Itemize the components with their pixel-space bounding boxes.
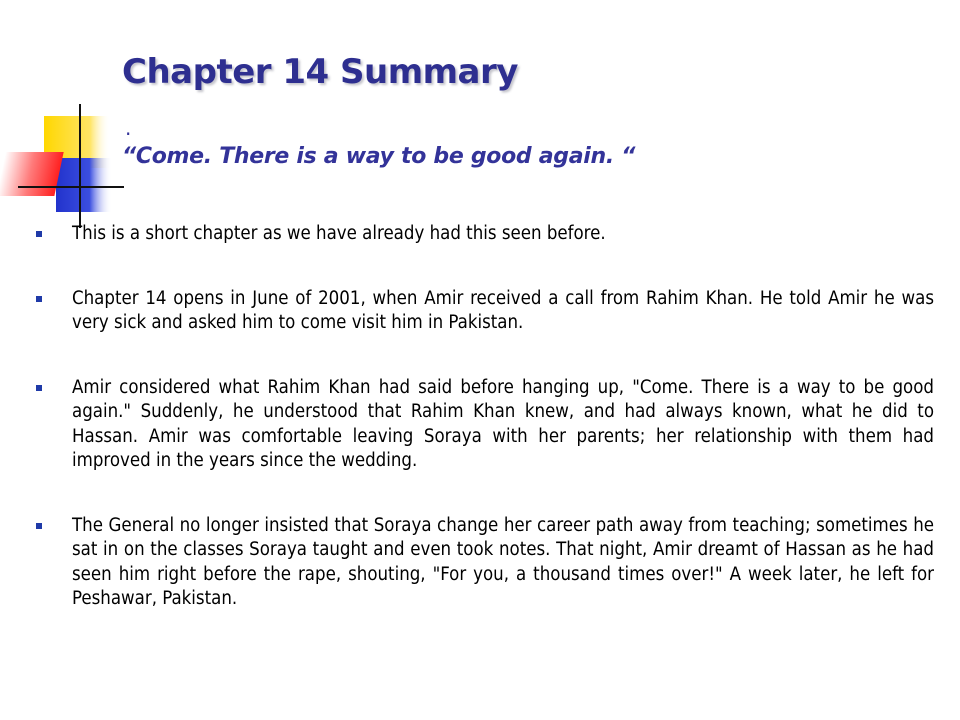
bullet-text: Amir considered what Rahim Khan had said before hanging up, "Come. There is a way to be good again." Suddenly, he understood that Rahim Khan knew, and had always known, what he did to Hassan. Amir was comfortable leaving Soraya with her parents; her relationship with them had improved in the years since the wedding. bbox=[72, 376, 934, 471]
bullet-list bbox=[36, 222, 934, 652]
bullet-square-icon bbox=[36, 523, 42, 529]
bullet-item bbox=[36, 222, 934, 247]
bullet-item bbox=[36, 287, 934, 336]
bullet-text: This is a short chapter as we have already had this seen before. bbox=[72, 223, 606, 244]
title-separator: . bbox=[125, 116, 132, 140]
decorative-squares bbox=[0, 0, 130, 230]
blue-square bbox=[56, 158, 112, 212]
bullet-item bbox=[36, 376, 934, 474]
bullet-text: Chapter 14 opens in June of 2001, when Amir received a call from Rahim Khan. He told Amir he was very sick and asked him to come visit him in Pakistan. bbox=[72, 287, 934, 333]
bullet-square-icon bbox=[36, 296, 42, 302]
slide-title: Chapter 14 Summary bbox=[122, 52, 518, 92]
bullet-item bbox=[36, 514, 934, 612]
red-square bbox=[0, 152, 64, 196]
bullet-text: The General no longer insisted that Soraya change her career path away from teaching; sometimes he sat in on the classes Soraya taught and even took notes. That night, Amir dreamt of Hassan as he had seen him right before the rape, shouting, "For you, a thousand times over!" A week later, he left for Peshawar, Pakistan. bbox=[72, 514, 934, 609]
bullet-square-icon bbox=[36, 385, 42, 391]
slide-subtitle-quote: “Come. There is a way to be good again. “ bbox=[122, 144, 636, 169]
bullet-square-icon bbox=[36, 231, 42, 237]
